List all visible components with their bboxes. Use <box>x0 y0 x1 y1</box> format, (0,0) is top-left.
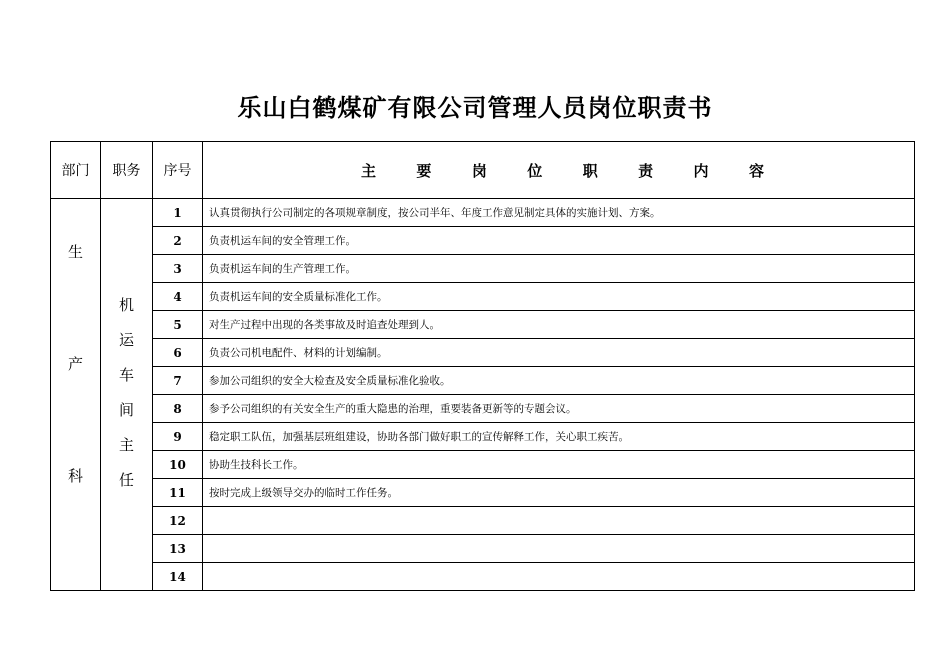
row-number: 5 <box>153 311 203 339</box>
duty-text: 负责机运车间的安全质量标准化工作。 <box>203 283 915 311</box>
table-row <box>51 451 915 479</box>
duty-text: 参加公司组织的安全大检查及安全质量标准化验收。 <box>203 367 915 395</box>
duty-text: 协助生技科长工作。 <box>203 451 915 479</box>
position-char: 车 <box>118 366 134 384</box>
duty-text: 按时完成上级领导交办的临时工作任务。 <box>203 479 915 507</box>
table-row <box>51 535 915 563</box>
duty-text <box>203 535 915 563</box>
header-content-char: 容 <box>748 161 764 180</box>
duty-text: 负责机运车间的生产管理工作。 <box>203 255 915 283</box>
header-content-char: 位 <box>527 161 543 180</box>
department-char: 产 <box>67 355 83 373</box>
duty-text: 认真贯彻执行公司制定的各项规章制度，按公司半年、年度工作意见制定具体的实施计划、方案。 <box>203 199 915 227</box>
duty-table <box>50 141 915 591</box>
duty-text <box>203 507 915 535</box>
table-row <box>51 339 915 367</box>
header-content-char: 职 <box>582 161 598 180</box>
table-row <box>51 479 915 507</box>
table-row <box>51 395 915 423</box>
header-content-char: 要 <box>416 161 432 180</box>
header-content-char: 责 <box>638 161 654 180</box>
row-number: 8 <box>153 395 203 423</box>
header-content-char: 主 <box>361 161 377 180</box>
row-number: 1 <box>153 199 203 227</box>
duty-text: 稳定职工队伍，加强基层班组建设，协助各部门做好职工的宣传解释工作，关心职工疾苦。 <box>203 423 915 451</box>
duty-text <box>203 563 915 591</box>
position-cell <box>101 199 153 591</box>
row-number: 12 <box>153 507 203 535</box>
table-row <box>51 423 915 451</box>
position-char: 任 <box>118 471 134 489</box>
department-cell <box>51 199 101 591</box>
department-char: 科 <box>67 467 83 485</box>
table-row <box>51 563 915 591</box>
position-char: 机 <box>118 296 134 314</box>
duty-text: 负责公司机电配件、材料的计划编制。 <box>203 339 915 367</box>
document-title: 乐山白鹤煤矿有限公司管理人员岗位职责书 <box>237 94 713 122</box>
row-number: 13 <box>153 535 203 563</box>
row-number: 2 <box>153 227 203 255</box>
header-duty-content <box>203 142 915 199</box>
header-content-char: 岗 <box>471 161 487 180</box>
row-number: 9 <box>153 423 203 451</box>
header-position: 职务 <box>101 142 153 199</box>
table-row <box>51 283 915 311</box>
duty-text: 参予公司组织的有关安全生产的重大隐患的治理，重要装备更新等的专题会议。 <box>203 395 915 423</box>
row-number: 3 <box>153 255 203 283</box>
row-number: 11 <box>153 479 203 507</box>
row-number: 7 <box>153 367 203 395</box>
row-number: 4 <box>153 283 203 311</box>
header-number: 序号 <box>153 142 203 199</box>
row-number: 10 <box>153 451 203 479</box>
table-row <box>51 311 915 339</box>
row-number: 14 <box>153 563 203 591</box>
department-char: 生 <box>67 243 83 261</box>
row-number: 6 <box>153 339 203 367</box>
header-content-char: 内 <box>693 161 709 180</box>
table-row <box>51 507 915 535</box>
table-row <box>51 255 915 283</box>
duty-text: 对生产过程中出现的各类事故及时追查处理到人。 <box>203 311 915 339</box>
duty-text: 负责机运车间的安全管理工作。 <box>203 227 915 255</box>
header-department: 部门 <box>51 142 101 199</box>
table-row <box>51 367 915 395</box>
table-row <box>51 227 915 255</box>
position-char: 运 <box>118 331 134 349</box>
table-row <box>51 199 915 227</box>
header-row <box>51 142 915 199</box>
position-char: 间 <box>118 401 134 419</box>
position-char: 主 <box>118 436 134 454</box>
